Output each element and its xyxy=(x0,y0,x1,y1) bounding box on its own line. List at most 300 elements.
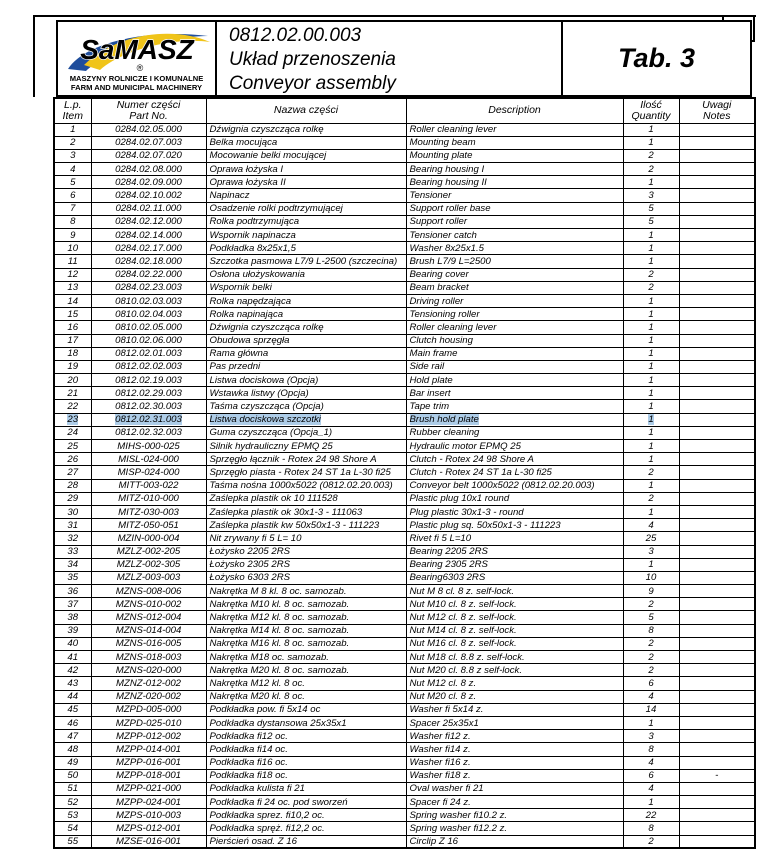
table-row[interactable] xyxy=(54,664,755,677)
cell-notes xyxy=(679,374,755,387)
cell-item: 46 xyxy=(54,716,91,729)
cell-description: Tape trim xyxy=(406,400,623,413)
table-row[interactable] xyxy=(54,308,755,321)
cell-part-no: MISL-024-000 xyxy=(91,453,206,466)
table-row[interactable] xyxy=(54,558,755,571)
cell-quantity: 1 xyxy=(623,400,679,413)
cell-description: Washer fi14 z. xyxy=(406,743,623,756)
cell-quantity: 5 xyxy=(623,215,679,228)
cell-description: Clutch - Rotex 24 ST 1a L-30 fi25 xyxy=(406,466,623,479)
table-row[interactable] xyxy=(54,769,755,782)
cell-notes xyxy=(679,202,755,215)
cell-part-no: 0812.02.30.003 xyxy=(91,400,206,413)
parts-table-header xyxy=(54,98,755,123)
samasz-logo xyxy=(58,22,217,95)
cell-notes xyxy=(679,255,755,268)
cell-item: 12 xyxy=(54,268,91,281)
cell-item: 7 xyxy=(54,202,91,215)
table-row[interactable] xyxy=(54,466,755,479)
table-row[interactable] xyxy=(54,374,755,387)
cell-quantity: 25 xyxy=(623,532,679,545)
cell-description: Spring washer fi10.2 z. xyxy=(406,809,623,822)
cell-quantity: 6 xyxy=(623,769,679,782)
cell-quantity: 1 xyxy=(623,334,679,347)
cell-description: Tensioning roller xyxy=(406,308,623,321)
cell-quantity: 6 xyxy=(623,677,679,690)
table-row[interactable] xyxy=(54,215,755,228)
cell-notes xyxy=(679,809,755,822)
table-row[interactable] xyxy=(54,294,755,307)
cell-part-no: 0810.02.04.003 xyxy=(91,308,206,321)
table-row[interactable] xyxy=(54,756,755,769)
cell-item: 49 xyxy=(54,756,91,769)
cell-part-no: 0284.02.08.000 xyxy=(91,163,206,176)
cell-quantity: 1 xyxy=(623,321,679,334)
table-row[interactable] xyxy=(54,334,755,347)
cell-quantity: 4 xyxy=(623,519,679,532)
cell-quantity: 1 xyxy=(623,453,679,466)
table-row[interactable] xyxy=(54,598,755,611)
cell-notes xyxy=(679,163,755,176)
cell-name-pl: Napinacz xyxy=(206,189,406,202)
cell-notes xyxy=(679,334,755,347)
cell-quantity: 1 xyxy=(623,176,679,189)
cell-name-pl: Nakrętka M12 kl. 8 oc. xyxy=(206,677,406,690)
cell-description: Driving roller xyxy=(406,294,623,307)
cell-notes xyxy=(679,743,755,756)
cell-item: 44 xyxy=(54,690,91,703)
cell-name-pl: Wspornik belki xyxy=(206,281,406,294)
assembly-name-en: Conveyor assembly xyxy=(229,73,396,94)
cell-item: 50 xyxy=(54,769,91,782)
cell-item: 23 xyxy=(54,413,91,426)
cell-name-pl: Podkładka fi18 oc. xyxy=(206,769,406,782)
logo-swoosh-graphic xyxy=(62,25,212,75)
cell-part-no: MZNS-016-005 xyxy=(91,637,206,650)
cell-name-pl: Łożysko 2205 2RS xyxy=(206,545,406,558)
table-row[interactable] xyxy=(54,268,755,281)
table-row[interactable] xyxy=(54,492,755,505)
cell-description: Rubber cleaning xyxy=(406,426,623,439)
cell-description: Nut M12 cl. 8 z. self-lock. xyxy=(406,611,623,624)
cell-name-pl: Sprzęgło łącznik - Rotex 24 98 Shore A xyxy=(206,453,406,466)
cell-description: Hold plate xyxy=(406,374,623,387)
cell-quantity: 1 xyxy=(623,136,679,149)
table-row[interactable] xyxy=(54,189,755,202)
cell-description: Plastic plug sq. 50x50x1-3 - 111223 xyxy=(406,519,623,532)
cell-quantity: 2 xyxy=(623,598,679,611)
cell-name-pl: Podkładka spręż. fi12,2 oc. xyxy=(206,822,406,835)
cell-name-pl: Podkładka fi12 oc. xyxy=(206,730,406,743)
cell-notes xyxy=(679,268,755,281)
table-row[interactable] xyxy=(54,347,755,360)
cell-notes xyxy=(679,545,755,558)
cell-quantity: 1 xyxy=(623,360,679,373)
cell-quantity: 1 xyxy=(623,308,679,321)
cell-description: Nut M12 cl. 8 z. xyxy=(406,677,623,690)
table-row[interactable] xyxy=(54,242,755,255)
cell-item: 15 xyxy=(54,308,91,321)
table-row[interactable] xyxy=(54,651,755,664)
table-row[interactable] xyxy=(54,281,755,294)
table-row[interactable] xyxy=(54,585,755,598)
cell-item: 4 xyxy=(54,163,91,176)
cell-name-pl: Taśma nośna 1000x5022 (0812.02.20.003) xyxy=(206,479,406,492)
cell-name-pl: Nakrętka M20 kl. 8 oc. samozab. xyxy=(206,664,406,677)
table-row[interactable] xyxy=(54,426,755,439)
cell-notes xyxy=(679,598,755,611)
cell-name-pl: Nakrętka M20 kl. 8 oc. xyxy=(206,690,406,703)
cell-quantity: 1 xyxy=(623,229,679,242)
cell-item: 3 xyxy=(54,149,91,162)
cell-notes xyxy=(679,651,755,664)
cell-quantity: 1 xyxy=(623,123,679,136)
cell-item: 5 xyxy=(54,176,91,189)
cell-name-pl: Nakrętka M12 kl. 8 oc. samozab. xyxy=(206,611,406,624)
cell-notes xyxy=(679,558,755,571)
table-row[interactable] xyxy=(54,255,755,268)
cell-notes xyxy=(679,835,755,848)
cell-quantity: 14 xyxy=(623,703,679,716)
cell-part-no: MZPP-024-001 xyxy=(91,796,206,809)
cell-item: 32 xyxy=(54,532,91,545)
cell-name-pl: Podkładka fi 24 oc. pod sworzeń xyxy=(206,796,406,809)
table-row[interactable] xyxy=(54,387,755,400)
cell-notes xyxy=(679,426,755,439)
cell-item: 25 xyxy=(54,440,91,453)
title-block xyxy=(56,20,752,97)
table-row[interactable] xyxy=(54,202,755,215)
cell-part-no: 0284.02.09.000 xyxy=(91,176,206,189)
assembly-title-cell xyxy=(217,22,563,95)
cell-quantity: 3 xyxy=(623,545,679,558)
cell-item: 18 xyxy=(54,347,91,360)
cell-name-pl: Wstawka listwy (Opcja) xyxy=(206,387,406,400)
cell-notes xyxy=(679,716,755,729)
cell-item: 35 xyxy=(54,571,91,584)
cell-quantity: 2 xyxy=(623,664,679,677)
cell-part-no: MITZ-030-003 xyxy=(91,505,206,518)
cell-part-no: MZLZ-003-003 xyxy=(91,571,206,584)
cell-name-pl: Mocowanie belki mocującej xyxy=(206,149,406,162)
cell-quantity: 8 xyxy=(623,822,679,835)
cell-part-no: 0810.02.06.000 xyxy=(91,334,206,347)
parts-table-body xyxy=(54,123,755,848)
cell-quantity: 2 xyxy=(623,651,679,664)
cell-name-pl: Nakrętka M16 kl. 8 oc. samozab. xyxy=(206,637,406,650)
assembly-part-number: 0812.02.00.003 xyxy=(229,25,362,46)
table-row[interactable] xyxy=(54,716,755,729)
cell-item: 30 xyxy=(54,505,91,518)
page-frame-left-rule xyxy=(33,15,35,97)
table-row[interactable] xyxy=(54,400,755,413)
cell-description: Washer fi 5x14 z. xyxy=(406,703,623,716)
cell-quantity: 3 xyxy=(623,730,679,743)
cell-item: 39 xyxy=(54,624,91,637)
table-row[interactable] xyxy=(54,677,755,690)
cell-item: 54 xyxy=(54,822,91,835)
cell-part-no: MITZ-010-000 xyxy=(91,492,206,505)
cell-description: Brush L7/9 L=2500 xyxy=(406,255,623,268)
cell-description: Beam bracket xyxy=(406,281,623,294)
cell-item: 47 xyxy=(54,730,91,743)
cell-description: Bearing cover xyxy=(406,268,623,281)
cell-notes xyxy=(679,796,755,809)
cell-notes xyxy=(679,176,755,189)
cell-quantity: 1 xyxy=(623,426,679,439)
cell-notes xyxy=(679,413,755,426)
cell-item: 20 xyxy=(54,374,91,387)
cell-description: Nut M20 cl. 8.8 z self-lock. xyxy=(406,664,623,677)
parts-table xyxy=(53,97,756,849)
cell-part-no: MZPP-014-001 xyxy=(91,743,206,756)
cell-notes xyxy=(679,400,755,413)
cell-part-no: 0284.02.07.020 xyxy=(91,149,206,162)
cell-item: 55 xyxy=(54,835,91,848)
cell-quantity: 1 xyxy=(623,440,679,453)
table-row[interactable] xyxy=(54,822,755,835)
cell-part-no: 0812.02.02.003 xyxy=(91,360,206,373)
cell-description: Nut M16 cl. 8 z. self-lock. xyxy=(406,637,623,650)
cell-part-no: 0284.02.07.003 xyxy=(91,136,206,149)
cell-name-pl: Nakrętka M 8 kl. 8 oc. samozab. xyxy=(206,585,406,598)
cell-quantity: 1 xyxy=(623,479,679,492)
col-header-notes: Uwagi Notes xyxy=(679,98,755,123)
cell-part-no: MISP-024-000 xyxy=(91,466,206,479)
cell-notes xyxy=(679,321,755,334)
table-row[interactable] xyxy=(54,782,755,795)
cell-quantity: 22 xyxy=(623,809,679,822)
cell-part-no: 0284.02.10.002 xyxy=(91,189,206,202)
table-row[interactable] xyxy=(54,229,755,242)
cell-description: Support roller base xyxy=(406,202,623,215)
cell-part-no: MZLZ-002-205 xyxy=(91,545,206,558)
cell-item: 19 xyxy=(54,360,91,373)
cell-notes xyxy=(679,387,755,400)
cell-description: Washer fi12 z. xyxy=(406,730,623,743)
table-row[interactable] xyxy=(54,176,755,189)
cell-description: Hydraulic motor EPMQ 25 xyxy=(406,440,623,453)
table-row[interactable] xyxy=(54,637,755,650)
cell-name-pl: Podkładka sprez. fi10,2 oc. xyxy=(206,809,406,822)
table-row[interactable] xyxy=(54,624,755,637)
cell-description: Washer 8x25x1.5 xyxy=(406,242,623,255)
cell-part-no: MZPP-016-001 xyxy=(91,756,206,769)
cell-notes xyxy=(679,730,755,743)
cell-notes xyxy=(679,624,755,637)
cell-item: 17 xyxy=(54,334,91,347)
cell-name-pl: Taśma czyszcząca (Opcja) xyxy=(206,400,406,413)
cell-quantity: 8 xyxy=(623,624,679,637)
cell-name-pl: Nakrętka M14 kl. 8 oc. samozab. xyxy=(206,624,406,637)
cell-name-pl: Łożysko 6303 2RS xyxy=(206,571,406,584)
cell-part-no: 0284.02.22.000 xyxy=(91,268,206,281)
cell-item: 22 xyxy=(54,400,91,413)
table-row[interactable] xyxy=(54,440,755,453)
table-row[interactable] xyxy=(54,505,755,518)
cell-part-no: MZPP-018-001 xyxy=(91,769,206,782)
table-row[interactable] xyxy=(54,360,755,373)
cell-part-no: 0284.02.14.000 xyxy=(91,229,206,242)
table-row[interactable] xyxy=(54,519,755,532)
cell-description: Bearing housing II xyxy=(406,176,623,189)
table-row[interactable] xyxy=(54,136,755,149)
table-row[interactable] xyxy=(54,321,755,334)
cell-description: Nut M14 cl. 8 z. self-lock. xyxy=(406,624,623,637)
cell-part-no: MZIN-000-004 xyxy=(91,532,206,545)
logo-brand-text: SaMASZ xyxy=(79,34,194,65)
cell-item: 16 xyxy=(54,321,91,334)
cell-item: 51 xyxy=(54,782,91,795)
col-header-name: Nazwa części xyxy=(206,98,406,123)
cell-notes xyxy=(679,782,755,795)
cell-item: 34 xyxy=(54,558,91,571)
table-row[interactable] xyxy=(54,479,755,492)
cell-item: 10 xyxy=(54,242,91,255)
cell-description: Clutch - Rotex 24 98 Shore A xyxy=(406,453,623,466)
cell-description: Plug plastic 30x1-3 - round xyxy=(406,505,623,518)
table-row[interactable] xyxy=(54,149,755,162)
cell-name-pl: Oprawa łożyska I xyxy=(206,163,406,176)
table-row[interactable] xyxy=(54,743,755,756)
cell-quantity: 2 xyxy=(623,637,679,650)
cell-item: 53 xyxy=(54,809,91,822)
cell-quantity: 4 xyxy=(623,782,679,795)
table-row[interactable] xyxy=(54,611,755,624)
cell-quantity: 2 xyxy=(623,268,679,281)
cell-quantity: 1 xyxy=(623,413,679,426)
cell-name-pl: Rama główna xyxy=(206,347,406,360)
cell-name-pl: Oprawa łożyska II xyxy=(206,176,406,189)
cell-name-pl: Guma czyszcząca (Opcja_1) xyxy=(206,426,406,439)
cell-notes xyxy=(679,242,755,255)
cell-description: Washer fi18 z. xyxy=(406,769,623,782)
cell-quantity: 1 xyxy=(623,558,679,571)
cell-item: 40 xyxy=(54,637,91,650)
cell-description: Spring washer fi12.2 z. xyxy=(406,822,623,835)
cell-item: 13 xyxy=(54,281,91,294)
cell-description: Roller cleaning lever xyxy=(406,321,623,334)
cell-part-no: 0812.02.29.003 xyxy=(91,387,206,400)
cell-notes xyxy=(679,294,755,307)
cell-name-pl: Rolka napinająca xyxy=(206,308,406,321)
cell-item: 26 xyxy=(54,453,91,466)
cell-item: 11 xyxy=(54,255,91,268)
cell-notes xyxy=(679,492,755,505)
assembly-name-pl: Układ przenoszenia xyxy=(229,49,396,70)
cell-item: 31 xyxy=(54,519,91,532)
cell-part-no: 0284.02.11.000 xyxy=(91,202,206,215)
table-row[interactable] xyxy=(54,123,755,136)
cell-part-no: MZSE-016-001 xyxy=(91,835,206,848)
cell-part-no: 0284.02.12.000 xyxy=(91,215,206,228)
cell-name-pl: Podkładka pow. fi 5x14 oc xyxy=(206,703,406,716)
table-row[interactable] xyxy=(54,835,755,848)
cell-part-no: MITT-003-022 xyxy=(91,479,206,492)
cell-item: 36 xyxy=(54,585,91,598)
cell-name-pl: Listwa dociskowa szczotki xyxy=(206,413,406,426)
cell-description: Brush hold plate xyxy=(406,413,623,426)
table-row[interactable] xyxy=(54,809,755,822)
cell-description: Clutch housing xyxy=(406,334,623,347)
cell-name-pl: Pas przedni xyxy=(206,360,406,373)
cell-name-pl: Podkładka fi16 oc. xyxy=(206,756,406,769)
cell-item: 9 xyxy=(54,229,91,242)
cell-notes xyxy=(679,215,755,228)
table-row[interactable] xyxy=(54,703,755,716)
table-row[interactable] xyxy=(54,571,755,584)
table-row[interactable] xyxy=(54,690,755,703)
cell-quantity: 1 xyxy=(623,294,679,307)
cell-quantity: 8 xyxy=(623,743,679,756)
cell-part-no: MZLZ-002-305 xyxy=(91,558,206,571)
cell-quantity: 5 xyxy=(623,202,679,215)
cell-part-no: MZPD-025-010 xyxy=(91,716,206,729)
cell-description: Support roller xyxy=(406,215,623,228)
cell-part-no: MZPP-021-000 xyxy=(91,782,206,795)
cell-notes xyxy=(679,703,755,716)
cell-quantity: 1 xyxy=(623,387,679,400)
logo-tagline-en: FARM AND MUNICIPAL MACHINERY xyxy=(70,82,203,92)
table-row[interactable] xyxy=(54,730,755,743)
cell-description: Nut M 8 cl. 8 z. self-lock. xyxy=(406,585,623,598)
cell-notes xyxy=(679,360,755,373)
cell-name-pl: Pierścień osad. Z 16 xyxy=(206,835,406,848)
cell-part-no: 0812.02.01.003 xyxy=(91,347,206,360)
table-row[interactable] xyxy=(54,532,755,545)
cell-item: 37 xyxy=(54,598,91,611)
cell-name-pl: Nakrętka M18 oc. samozab. xyxy=(206,651,406,664)
page-frame-top-rule xyxy=(33,15,756,17)
cell-description: Mounting beam xyxy=(406,136,623,149)
cell-name-pl: Zaślepka plastik ok 10 111528 xyxy=(206,492,406,505)
col-header-description: Description xyxy=(406,98,623,123)
cell-item: 41 xyxy=(54,651,91,664)
cell-description: Bearing housing I xyxy=(406,163,623,176)
cell-description: Nut M20 cl. 8 z. xyxy=(406,690,623,703)
cell-name-pl: Nakrętka M10 kl. 8 oc. samozab. xyxy=(206,598,406,611)
table-row[interactable] xyxy=(54,163,755,176)
cell-notes xyxy=(679,479,755,492)
cell-item: 52 xyxy=(54,796,91,809)
tab-label: Tab. 3 xyxy=(617,43,696,73)
table-row[interactable] xyxy=(54,413,755,426)
cell-notes xyxy=(679,189,755,202)
cell-part-no: 0810.02.03.003 xyxy=(91,294,206,307)
table-row[interactable] xyxy=(54,453,755,466)
cell-notes xyxy=(679,822,755,835)
cell-description: Spacer 25x35x1 xyxy=(406,716,623,729)
samasz-logo-art xyxy=(62,25,212,75)
cell-name-pl: Podkładka dystansowa 25x35x1 xyxy=(206,716,406,729)
cell-notes xyxy=(679,519,755,532)
cell-quantity: 1 xyxy=(623,255,679,268)
cell-name-pl: Dźwignia czyszcząca rolkę xyxy=(206,321,406,334)
table-row[interactable] xyxy=(54,796,755,809)
cell-quantity: 4 xyxy=(623,690,679,703)
cell-item: 48 xyxy=(54,743,91,756)
cell-part-no: MZNS-012-004 xyxy=(91,611,206,624)
cell-description: Tensioner catch xyxy=(406,229,623,242)
cell-name-pl: Belka mocująca xyxy=(206,136,406,149)
cell-description: Mounting plate xyxy=(406,149,623,162)
cell-part-no: MZNS-010-002 xyxy=(91,598,206,611)
table-row[interactable] xyxy=(54,545,755,558)
cell-name-pl: Rolka podtrzymująca xyxy=(206,215,406,228)
cell-part-no: MZNS-018-003 xyxy=(91,651,206,664)
cell-notes xyxy=(679,136,755,149)
cell-notes xyxy=(679,637,755,650)
